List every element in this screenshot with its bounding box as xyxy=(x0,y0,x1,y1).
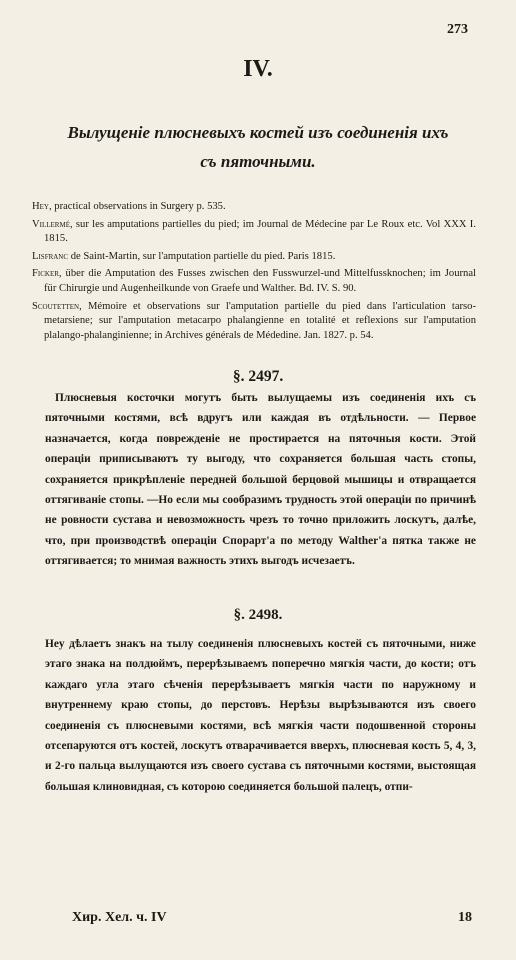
section-heading-2497: §. 2497. xyxy=(232,368,284,385)
reference-author: Scoutetten xyxy=(32,300,80,312)
reference-author: Lisfranc xyxy=(32,250,69,262)
reference-item xyxy=(32,250,476,265)
reference-author: Villermé xyxy=(32,218,70,230)
section-heading-2498: §. 2498. xyxy=(233,607,283,623)
reference-item xyxy=(32,218,476,247)
reference-text: , über die Amputation des Fusses zwischen den Fusswurzel-und Mittelfussknochen; im Journal für Chirurgie und Augenheilkunde von Graefe und Walther. Bd. IV. S. 90. xyxy=(44,268,476,294)
chapter-heading: IV. xyxy=(243,56,273,82)
references-list xyxy=(32,200,476,346)
signature-mark: Хир. Хел. ч. IV xyxy=(72,910,167,925)
reference-text: de Saint-Martin, sur l'amputation partielle du pied. Paris 1815. xyxy=(68,250,336,262)
reference-item xyxy=(32,200,476,215)
reference-author: Hey xyxy=(32,201,49,212)
reference-item xyxy=(32,267,476,296)
chapter-title-line-2: съ пяточными. xyxy=(200,152,316,171)
reference-text: , sur les amputations partielles du pied; im Journal de Médecine par Le Roux etc. Vol XXX I. 1815. xyxy=(44,218,476,245)
page-footer xyxy=(72,910,472,926)
reference-author: Ficker xyxy=(32,268,59,280)
paragraph-2498: Hey дѣлаетъ знакъ на тылу соединенія плюсневыхъ костей съ пяточными, ниже этаго знака на полдюймъ, перерѣзываемъ поперечно мягкія части, до кости; отъ каждаго угла этаго сѣченія перерѣзываетъ мягкія части по наружному и внутреннему краю стопы, до перстовъ. Нерѣзы вырѣзываются изъ своего соединенія съ плюсневыми костями, всѣ мягкія части подошвенной стороны отсепаруются отъ костей, лоскутъ отвaрачивается вверхъ, плюсневая кость 5, 4, 3, и 2-го пальца вылущаются изъ своего сустава съ пяточными костями, выстоящая большая клиновидная, съ которою соединяется большой палецъ, отпи- xyxy=(45,638,476,793)
chapter-title xyxy=(0,118,516,176)
paragraph-2497: Плюсневыя косточки могутъ быть вылущаемы изъ соединенія ихъ съ пяточными костями, всѣ вдругъ или каждая въ отдѣльности. — Первое назначается, когда поврежденіе не простирается на пяточныя кости. Этой операціи приписываютъ ту выгоду, что сохраняется большая часть стопы, сохраняется прикрѣпленіе передней большой берцовой мышицы и отвращается оттягиваніе стопы. —Но если мы сообразимъ трудность этой операціи по причинѣ не ровности сустава и невозможность чрезъ то точно приложить лоскутъ, далѣе, что, при производствѣ операціи Споpарт'а по методу Walther'а пятка также не оттягивается; то мнимая важность этихъ выгодъ исчезаетъ. xyxy=(45,392,476,568)
chapter-title-line-1: Вылущеніе плюсневыхъ костей изъ соединенія ихъ xyxy=(67,123,449,142)
reference-item xyxy=(32,300,476,344)
reference-text: , Mémoire et observations sur l'amputation partielle du pied dans l'articulation tarso-metarsiene; sur l'amputation metacarpo phalangienne en totalité et reflexions sur l'amputation plalango-phalanginienne; in Archives générals de Médedine. Jan. 1827. p. 54. xyxy=(44,300,476,341)
signature-number: 18 xyxy=(458,910,472,925)
page-number: 273 xyxy=(447,22,468,37)
reference-text: , practical observations in Surgery p. 535. xyxy=(48,201,226,212)
